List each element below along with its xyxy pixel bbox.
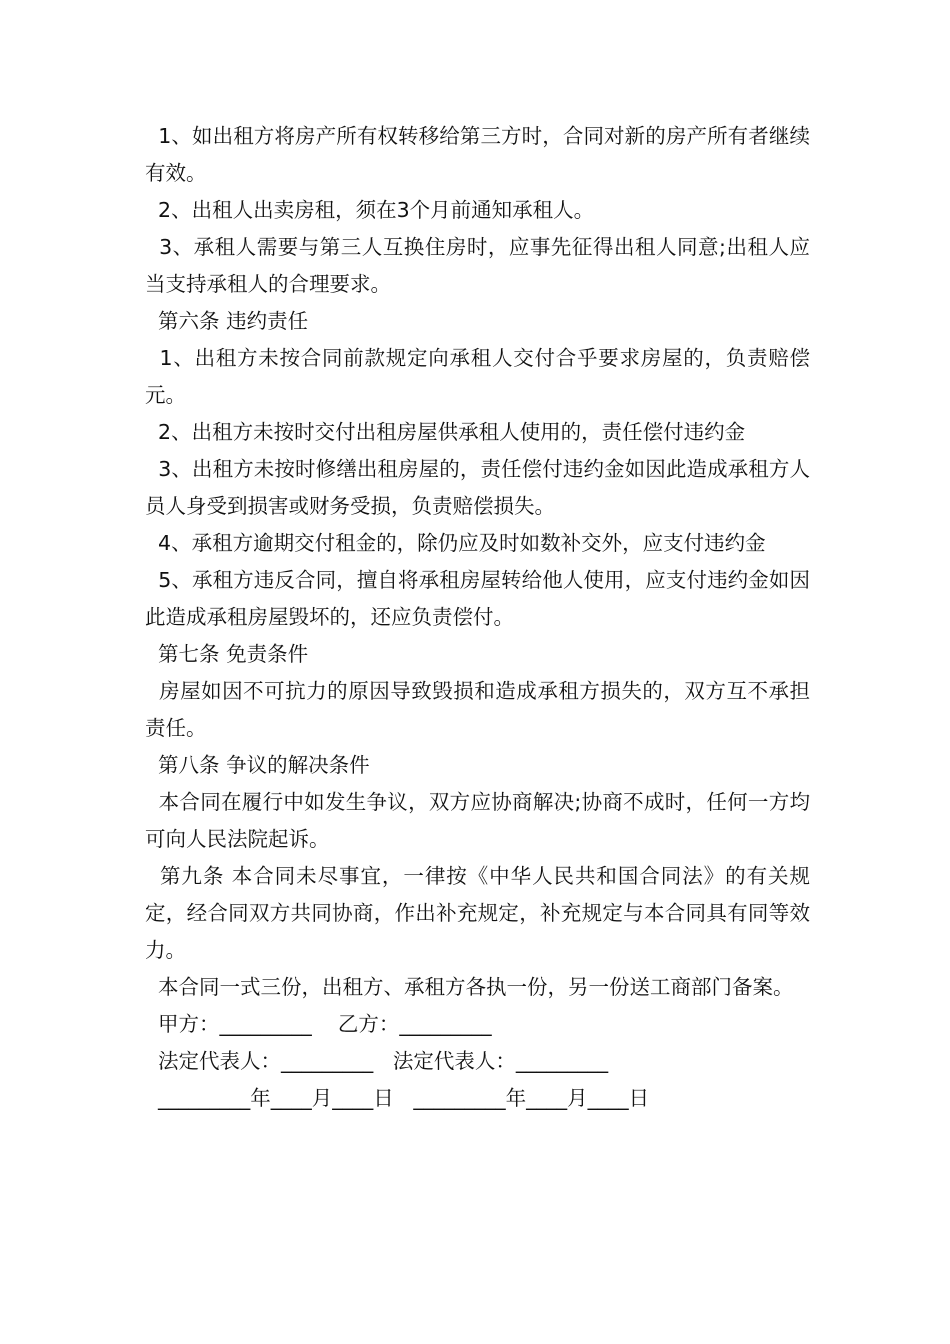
signature-representatives-line: 法定代表人：_________ 法定代表人：_________ xyxy=(145,1049,609,1073)
section-heading: 第七条 免责条件 xyxy=(145,642,309,666)
paragraph: 本合同一式三份，出租方、承租方各执一份，另一份送工商部门备案。 xyxy=(145,975,794,999)
paragraph: 本合同在履行中如发生争议，双方应协商解决;协商不成时，任何一方均可向人民法院起诉。 xyxy=(145,790,810,851)
paragraph: 第九条 本合同未尽事宜，一律按《中华人民共和国合同法》的有关规定，经合同双方共同协商，作出补充规定，补充规定与本合同具有同等效力。 xyxy=(145,864,810,962)
paragraph: 1、如出租方将房产所有权转移给第三方时，合同对新的房产所有者继续有效。 xyxy=(145,124,810,185)
section-heading: 第八条 争议的解决条件 xyxy=(145,753,370,777)
paragraph: 2、出租方未按时交付出租房屋供承租人使用的，责任偿付违约金 xyxy=(145,420,746,444)
paragraph: 3、承租人需要与第三人互换住房时，应事先征得出租人同意;出租人应当支持承租人的合理要求。 xyxy=(145,235,810,296)
paragraph: 3、出租方未按时修缮出租房屋的，责任偿付违约金如因此造成承租方人员人身受到损害或财务受损，负责赔偿损失。 xyxy=(145,457,810,518)
paragraph: 2、出租人出卖房租，须在3个月前通知承租人。 xyxy=(145,198,595,222)
section-heading: 第六条 违约责任 xyxy=(145,309,309,333)
signature-date-line: _________年____月____日 _________年____月____日 xyxy=(145,1086,650,1110)
signature-parties-line: 甲方：_________ 乙方：_________ xyxy=(145,1012,492,1036)
paragraph: 房屋如因不可抗力的原因导致毁损和造成承租方损失的，双方互不承担责任。 xyxy=(145,679,810,740)
document-page xyxy=(145,118,817,1117)
paragraph: 5、承租方违反合同，擅自将承租房屋转给他人使用，应支付违约金如因此造成承租房屋毁坏的，还应负责偿付。 xyxy=(145,568,810,629)
paragraph: 1、出租方未按合同前款规定向承租人交付合乎要求房屋的，负责赔偿 元。 xyxy=(145,346,817,407)
paragraph: 4、承租方逾期交付租金的，除仍应及时如数补交外，应支付违约金 xyxy=(145,531,766,555)
